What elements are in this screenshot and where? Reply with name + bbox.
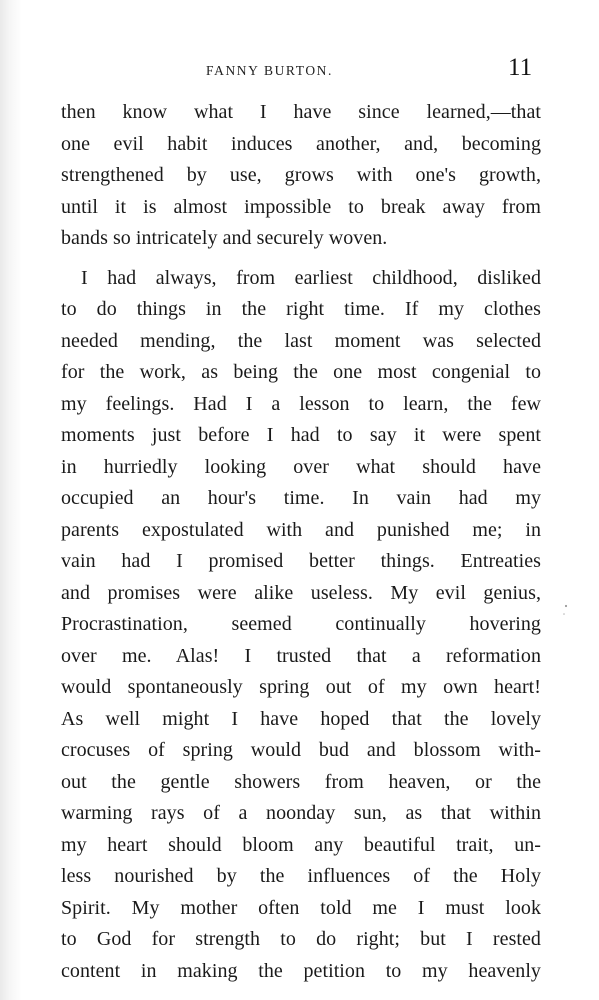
page-gutter-shadow xyxy=(0,0,22,1000)
text-line: would spontaneously spring out of my own heart! xyxy=(61,676,541,698)
text-line: to do things in the right time. If my clothes xyxy=(61,298,541,320)
running-head-title: FANNY BURTON. xyxy=(206,63,334,78)
text-line: parents expostulated with and punished me; in xyxy=(61,518,541,541)
text-line: out the gentle showers from heaven, or the xyxy=(61,770,541,793)
text-line: over me. Alas! I trusted that a reformation xyxy=(61,644,541,667)
paper-speck xyxy=(560,600,572,620)
text-line: content in making the petition to my heavenly xyxy=(61,959,541,982)
text-line: vain had I promised better things. Entreaties xyxy=(61,550,541,572)
text-line: until it is almost impossible to break away from xyxy=(61,195,541,218)
text-line: occupied an hour's time. In vain had my xyxy=(61,487,541,509)
text-line: I had always, from earliest childhood, disliked xyxy=(81,266,541,289)
text-line: Spirit. My mother often told me I must look xyxy=(61,896,541,919)
text-line: then know what I have since learned,—that xyxy=(61,101,541,123)
text-line: and promises were alike useless. My evil genius, xyxy=(61,581,541,604)
text-line: warming rays of a noonday sun, as that within xyxy=(61,802,541,824)
text-line: to God for strength to do right; but I rested xyxy=(61,928,541,950)
text-line: crocuses of spring would bud and blossom with- xyxy=(61,739,541,761)
text-line: Procrastination, seemed continually hovering xyxy=(61,613,541,635)
text-line: in hurriedly looking over what should have xyxy=(61,455,541,478)
text-line: one evil habit induces another, and, becoming xyxy=(61,132,541,155)
text-line: for the work, as being the one most congenial to xyxy=(61,361,541,383)
text-line: moments just before I had to say it were spent xyxy=(61,424,541,446)
body-text xyxy=(61,97,541,987)
paragraph-gap xyxy=(61,255,541,263)
text-line: needed mending, the last moment was selected xyxy=(61,329,541,352)
page-number: 11 xyxy=(508,54,533,81)
text-line: strengthened by use, grows with one's growth, xyxy=(61,164,541,186)
text-line: As well might I have hoped that the lovely xyxy=(61,707,541,730)
text-line: my feelings. Had I a lesson to learn, the few xyxy=(61,392,541,415)
text-line: my heart should bloom any beautiful trait, un- xyxy=(61,833,541,856)
text-line: bands so intricately and securely woven. xyxy=(61,227,388,249)
text-line: less nourished by the influences of the Holy xyxy=(61,865,541,887)
